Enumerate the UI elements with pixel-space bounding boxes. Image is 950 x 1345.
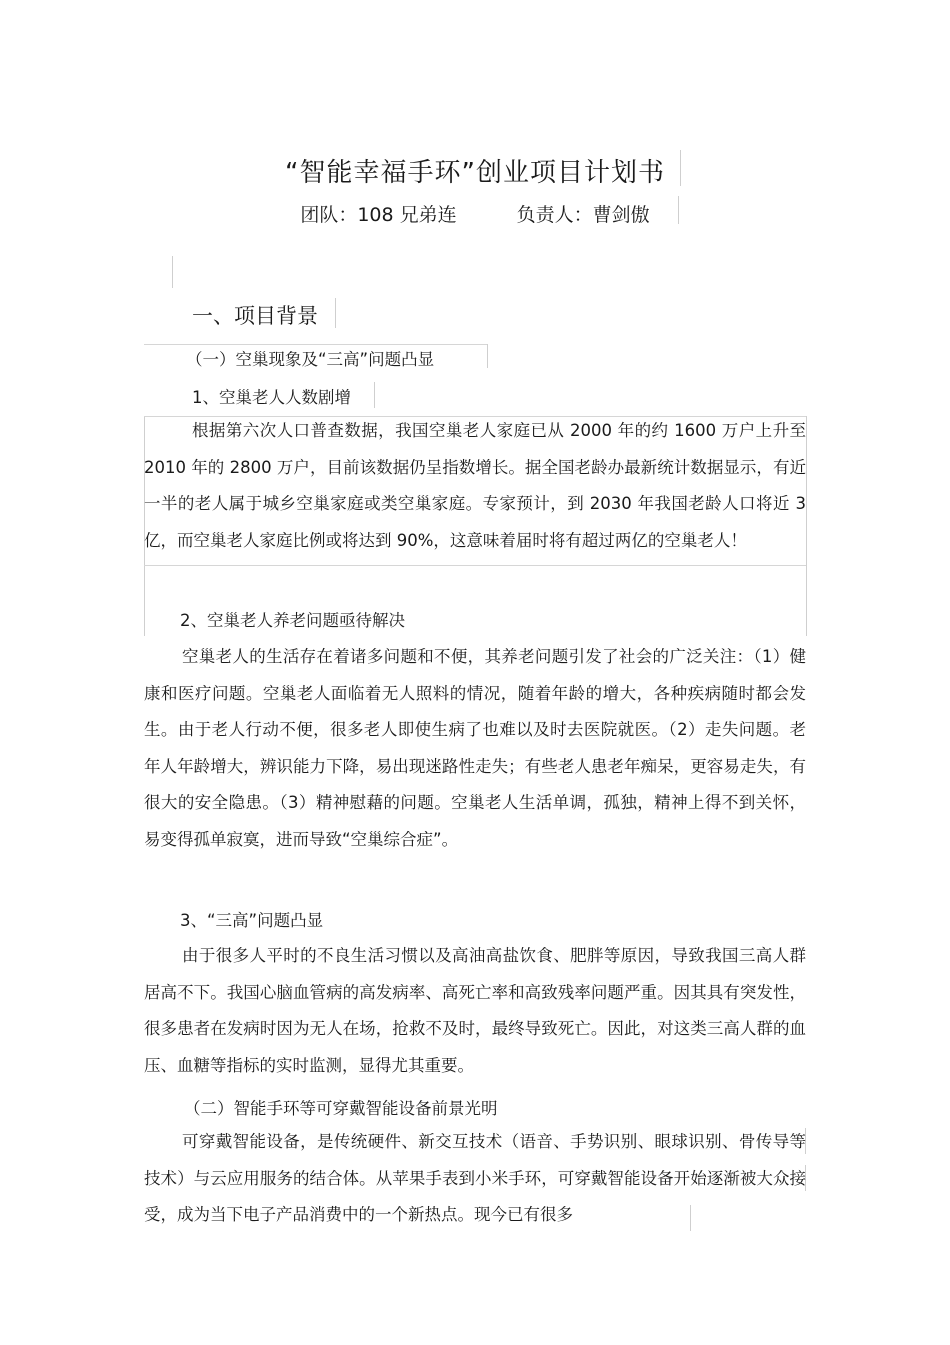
layout-rule: [335, 298, 336, 328]
subsection-heading: （一）空巢现象及“三高”问题凸显: [186, 350, 435, 369]
layout-rule: [144, 344, 488, 345]
item-heading: 2、空巢老人养老问题亟待解决: [180, 611, 405, 630]
leader-name: 曹剑傲: [592, 204, 650, 226]
subsection-heading: （二）智能手环等可穿戴智能设备前景光明: [184, 1099, 498, 1118]
paragraph: [144, 938, 806, 1084]
layout-rule: [374, 382, 375, 408]
paragraph: [144, 639, 806, 858]
paragraph: [144, 1124, 806, 1234]
document-byline: [0, 200, 950, 227]
layout-rule: [806, 416, 807, 636]
team-name: 108 兄弟连: [357, 204, 457, 226]
section-heading-background: 一、项目背景: [192, 304, 318, 328]
team-label: 团队：: [300, 204, 358, 226]
document-title: “智能幸福手环”创业项目计划书: [285, 158, 665, 188]
paragraph-text: 可穿戴智能设备，是传统硬件、新交互技术（语音、手势识别、眼球识别、骨传导等技术）与云应用服务的结合体。从苹果手表到小米手环，可穿戴智能设备开始逐渐被大众接受，成为当下电子产品消费中的一个新热点。现今已有很多: [144, 1132, 806, 1224]
layout-rule: [144, 565, 806, 566]
paragraph: [144, 413, 806, 559]
leader-label: 负责人：: [516, 204, 593, 226]
paragraph-text: 由于很多人平时的不良生活习惯以及高油高盐饮食、肥胖等原因，导致我国三高人群居高不下。我国心脑血管病的高发病率、高死亡率和高致残率问题严重。因其具有突发性，很多患者在发病时因为无人在场，抢救不及时，最终导致死亡。因此，对这类三高人群的血压、血糖等指标的实时监测，显得尤其重要。: [144, 946, 806, 1075]
paragraph-text: 根据第六次人口普查数据，我国空巢老人家庭已从 2000 年的约 1600 万户上升至 2010 年的 2800 万户，目前该数据仍呈指数增长。据全国老龄办最新统计数据显示，有近一半的老人属于城乡空巢家庭或类空巢家庭。专家预计，到 2030 年我国老龄人口将近 3 亿，而空巢老人家庭比例或将达到 90%，这意味着届时将有超过两亿的空巢老人！: [144, 421, 806, 550]
layout-rule: [680, 150, 681, 186]
layout-rule: [487, 344, 488, 368]
item-heading: 3、“三高”问题凸显: [180, 911, 324, 930]
paragraph-text: 空巢老人的生活存在着诸多问题和不便，其养老问题引发了社会的广泛关注：（1）健康和医疗问题。空巢老人面临着无人照料的情况，随着年龄的增大，各种疾病随时都会发生。由于老人行动不便，很多老人即使生病了也难以及时去医院就医。（2）走失问题。老年人年龄增大，辨识能力下降，易出现迷路性走失；有些老人患老年痴呆，更容易走失，有很大的安全隐患。（3）精神慰藉的问题。空巢老人生活单调，孤独，精神上得不到关怀，易变得孤单寂寞，进而导致“空巢综合症”。: [144, 647, 806, 849]
layout-rule: [678, 196, 679, 224]
item-heading: 1、空巢老人人数剧增: [192, 388, 351, 407]
layout-rule: [172, 256, 173, 288]
